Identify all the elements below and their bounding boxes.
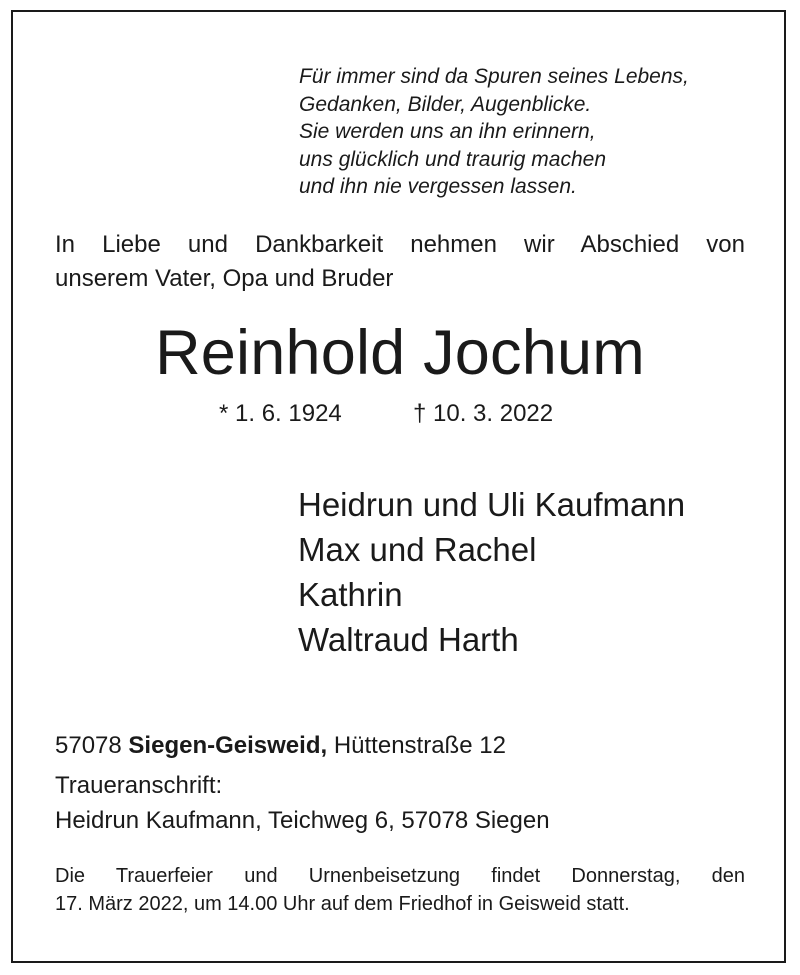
poem-line: Sie werden uns an ihn erinnern, bbox=[299, 120, 596, 143]
poem-line: uns glücklich und traurig machen bbox=[299, 147, 607, 171]
family-member: Waltraud Harth bbox=[298, 621, 519, 658]
residence-address bbox=[55, 729, 506, 763]
memorial-poem bbox=[299, 63, 689, 201]
family-member: Max und Rachel bbox=[298, 531, 537, 568]
death-date: † 10. 3. 2022 bbox=[413, 400, 554, 427]
family-member: Heidrun und Uli Kaufmann bbox=[298, 486, 686, 523]
family-member: Kathrin bbox=[298, 576, 403, 613]
poem-line: und ihn nie vergessen lassen. bbox=[299, 175, 577, 198]
address-street: Hüttenstraße 12 bbox=[333, 732, 506, 759]
birth-date: * 1. 6. 1924 bbox=[219, 400, 342, 427]
deceased-name: Reinhold Jochum bbox=[155, 318, 645, 388]
service-line-1: Die Trauerfeier und Urnenbeisetzung findet Donnerstag, den bbox=[55, 865, 745, 887]
intro-line-2: unserem Vater, Opa und Bruder bbox=[55, 265, 394, 292]
mourning-address-label: Traueranschrift: bbox=[55, 772, 223, 799]
poem-line: Für immer sind da Spuren seines Lebens, bbox=[299, 65, 689, 88]
service-info bbox=[55, 862, 745, 918]
service-line-2: 17. März 2022, um 14.00 Uhr auf dem Friedhof in Geisweid statt. bbox=[55, 893, 630, 915]
address-city: Siegen-Geisweid, bbox=[128, 732, 328, 759]
intro-line-1: In Liebe und Dankbarkeit nehmen wir Abschied von bbox=[55, 231, 745, 258]
family-list bbox=[298, 482, 685, 662]
address-zip: 57078 bbox=[55, 732, 122, 759]
poem-line: Gedanken, Bilder, Augenblicke. bbox=[299, 92, 592, 116]
mourning-address: Heidrun Kaufmann, Teichweg 6, 57078 Siegen bbox=[55, 807, 550, 834]
intro-text bbox=[55, 228, 745, 296]
